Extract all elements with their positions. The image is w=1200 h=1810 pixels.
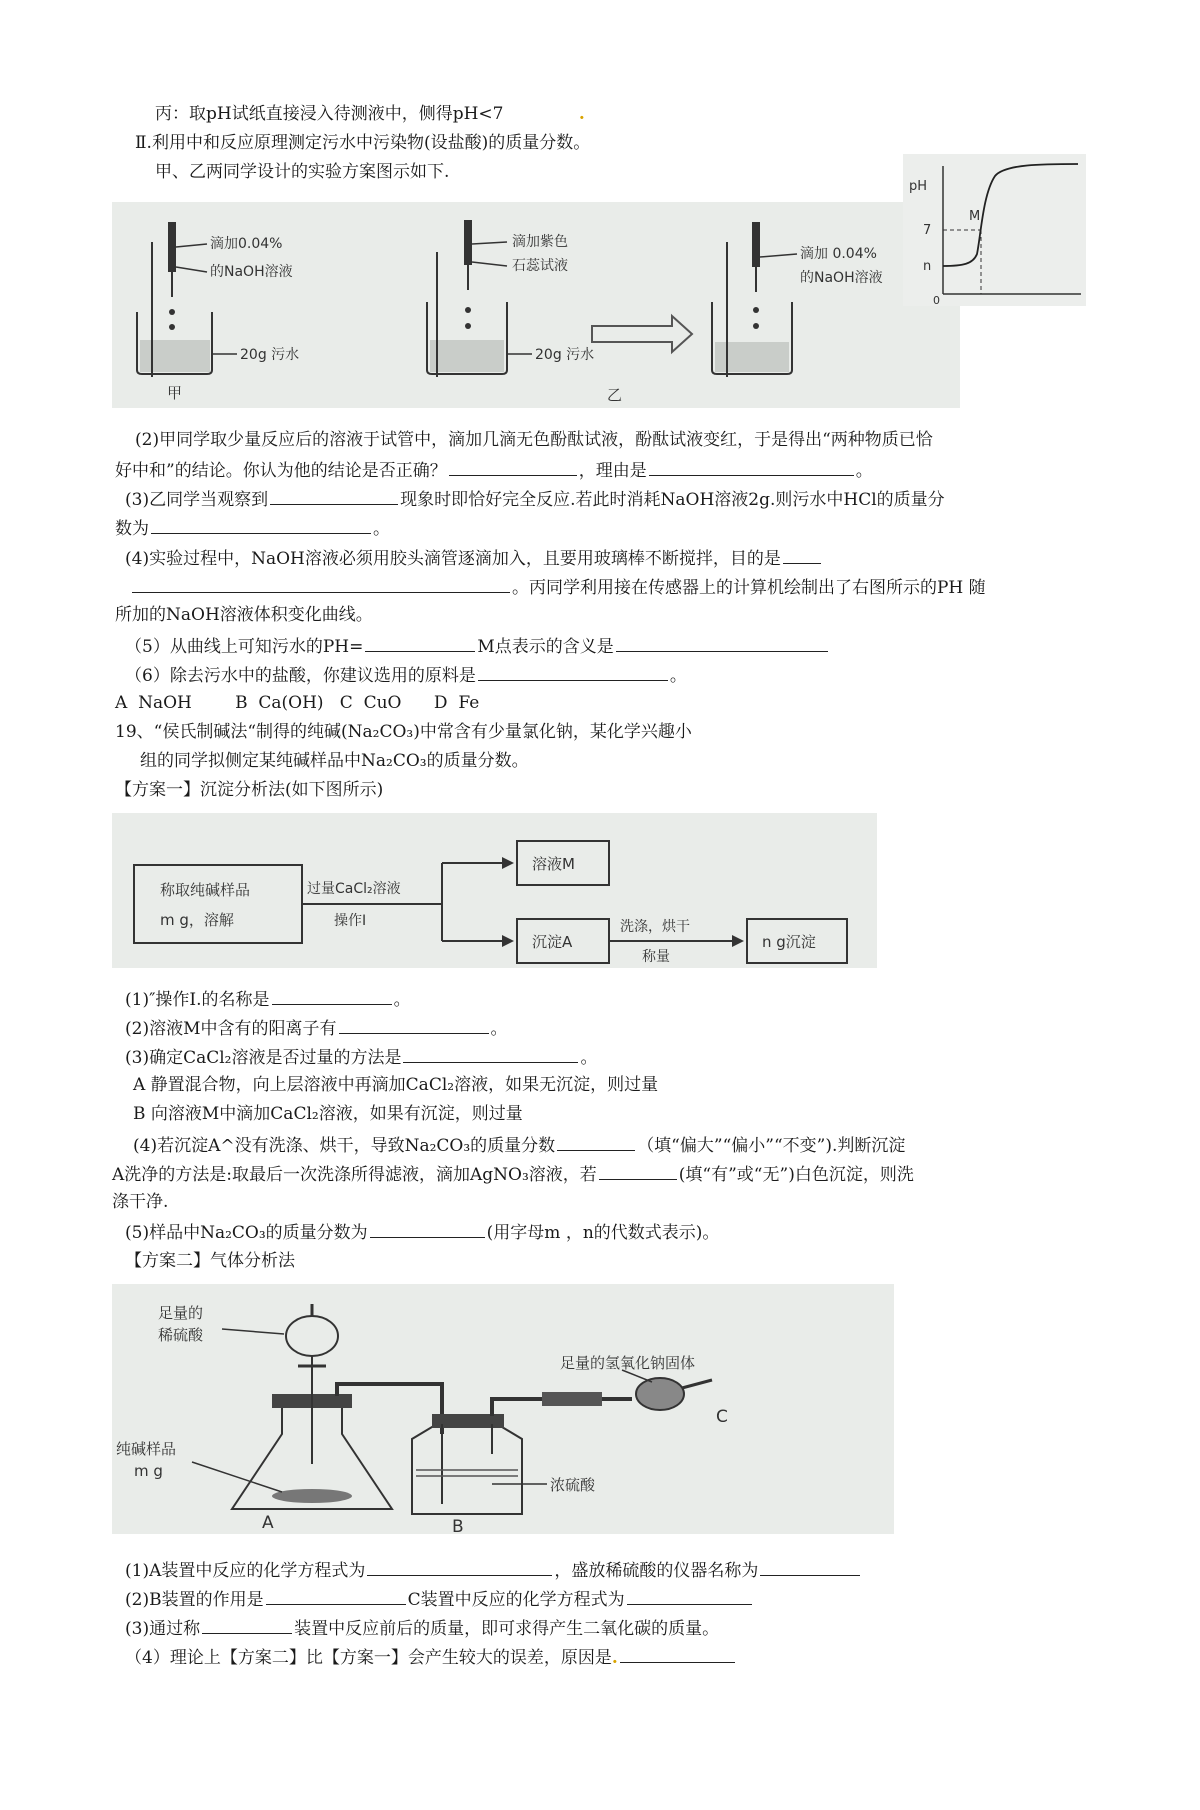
p1-q4-blank-b[interactable]	[599, 1161, 677, 1180]
flow-operation: 操作Ⅰ	[334, 913, 367, 929]
q3-line1	[125, 486, 945, 512]
p1-q5	[125, 1219, 719, 1245]
p2-q1-text-a: (1)A装置中反应的化学方程式为	[125, 1561, 366, 1581]
p1-option-b: B 向溶液M中滴加CaCl₂溶液，如果有沉淀，则过量	[133, 1104, 523, 1124]
flow-sample2: m g，溶解	[160, 911, 234, 929]
q4-line3: 所加的NaOH溶液体积变化曲线。	[115, 605, 373, 625]
jia-label1: 滴加0.04%	[210, 236, 283, 252]
q2-line1: (2)甲同学取少量反应后的溶液于试管中，滴加几滴无色酚酞试液，酚酞试液变红，于是得出“两种物质已恰	[135, 430, 933, 450]
arrow-right	[592, 316, 692, 352]
p1-q2	[125, 1015, 508, 1041]
fig2-sample1: 纯碱样品	[116, 1440, 177, 1458]
p1-q5-blank[interactable]	[370, 1219, 485, 1238]
p2-q2-text-b: C装置中反应的化学方程式为	[407, 1590, 625, 1610]
q3-text-a: (3)乙同学当观察到	[125, 490, 269, 510]
plan2-title: 【方案二】气体分析法	[125, 1251, 295, 1271]
point-m-label: M	[969, 209, 981, 224]
q5-text-b: M点表示的含义是	[477, 637, 614, 657]
beaker-third	[712, 222, 797, 377]
q6-blank-material[interactable]	[478, 662, 668, 681]
q4-blank-purpose-b[interactable]	[132, 574, 510, 593]
y-axis-label: pH	[909, 179, 928, 194]
fig2-label-b: B	[452, 1517, 464, 1534]
flask-a	[232, 1304, 392, 1509]
q5-blank-meaning[interactable]	[616, 633, 828, 652]
section2-title: Ⅱ.利用中和反应原理测定污水中污染物(设盐酸)的质量分数。	[135, 133, 591, 153]
tick-n: n	[923, 259, 932, 274]
q4-blank-purpose-a[interactable]	[783, 545, 821, 564]
q3-text-d: 。	[373, 519, 390, 539]
p1-q4-text-d: (填“有”或“无”)白色沉淀，则洗	[678, 1165, 914, 1185]
q3-blank-fraction[interactable]	[151, 515, 371, 534]
q2-text-c: 。	[855, 461, 873, 481]
p1-q1-text-b: 。	[393, 990, 411, 1010]
fig2-label-a: A	[262, 1513, 274, 1533]
p2-q3-text-b: 装置中反应前后的质量，即可求得产生二氧化碳的质量。	[294, 1619, 720, 1639]
p2-q2-blank-role[interactable]	[266, 1586, 406, 1605]
q2-text-a: 好中和”的结论。你认为他的结论是否正确？	[115, 461, 447, 481]
p1-q4-text-b: （填“偏大”“偏小”“不变”).判断沉淀	[637, 1136, 906, 1156]
third-label2: 的NaOH溶液	[800, 270, 883, 286]
p2-q3-blank[interactable]	[202, 1615, 292, 1634]
fig2-label-c: C	[716, 1407, 728, 1427]
p2-q4-text-a: （4）理论上【方案二】比【方案一】会产生较大的误差，原因是	[125, 1648, 612, 1668]
p2-q3-text-a: (3)通过称	[125, 1619, 201, 1639]
flow-reagent: 过量CaCl₂溶液	[307, 881, 401, 897]
q4-text-a: (4)实验过程中，NaOH溶液必须用胶头滴管逐滴加入，且要用玻璃棒不断搅拌，目的是	[125, 549, 781, 569]
p1-q3-text-b: 。	[580, 1048, 598, 1068]
flow-wash: 洗涤，烘干	[620, 919, 690, 935]
q6-text-a: （6）除去污水中的盐酸，你建议选用的原料是	[125, 666, 476, 686]
q19-line1: 19、“侯氏制碱法“制得的纯碱(Na₂CO₃)中常含有少量氯化钠，某化学兴趣小	[115, 722, 692, 742]
q6-line	[125, 662, 687, 688]
p2-q1-blank-equation[interactable]	[367, 1557, 552, 1576]
flow-chart-figure	[112, 813, 877, 968]
p2-q3	[125, 1615, 719, 1641]
p1-q2-blank[interactable]	[339, 1015, 489, 1034]
origin-label: 0	[933, 294, 940, 306]
q5-text-a: （5）从曲线上可知污水的PH=	[125, 637, 364, 657]
yi-water: 20g 污水	[535, 347, 595, 363]
jia-water: 20g 污水	[240, 347, 300, 363]
q2-blank-reason[interactable]	[649, 457, 854, 476]
p1-option-a: A 静置混合物，向上层溶液中再滴加CaCl₂溶液，如果无沉淀，则过量	[133, 1075, 659, 1095]
q19-line2: 组的同学拟侧定某纯碱样品中Na₂CO₃的质量分数。	[140, 751, 529, 771]
mark-dot: .	[578, 104, 585, 124]
q6-text-b: 。	[669, 666, 687, 686]
p2-q2-blank-equation[interactable]	[627, 1586, 752, 1605]
jia-name: 甲	[167, 384, 183, 402]
q3-line2	[115, 515, 390, 541]
sample-box	[134, 865, 302, 943]
flow-sample1: 称取纯碱样品	[160, 881, 251, 899]
flow-result: n g沉淀	[762, 933, 816, 951]
p1-q3-blank[interactable]	[403, 1044, 578, 1063]
q3-text-c: 数为	[115, 519, 149, 539]
p1-q4-text-c: A洗净的方法是:取最后一次洗涤所得滤液，滴加AgNO₃溶液，若	[112, 1165, 597, 1185]
line-bing	[155, 102, 585, 126]
yi-label1: 滴加紫色	[512, 234, 568, 250]
fig2-acid2: 稀硫酸	[158, 1326, 204, 1344]
q2-text-b: ，理由是	[578, 461, 647, 481]
p1-q4-line1	[133, 1132, 905, 1158]
p1-q4-line3: 涤干净.	[112, 1192, 169, 1212]
ph-curve	[943, 164, 1078, 266]
bing-text: 丙：取pH试纸直接浸入待测液中，侧得pH<7	[155, 104, 504, 124]
q4-text-b: 。丙同学利用接在传感器上的计算机绘制出了右图所示的PH 随	[512, 578, 986, 598]
p2-q1	[125, 1557, 862, 1583]
fig2-acid1: 足量的	[158, 1304, 204, 1322]
ph-curve-chart	[903, 154, 1086, 306]
drying-tube-c	[617, 1370, 712, 1410]
p1-q3	[125, 1044, 597, 1070]
p1-q5-text-a: (5)样品中Na₂CO₃的质量分数为	[125, 1223, 368, 1243]
yi-name: 乙	[607, 386, 623, 404]
mark-dot-2: .	[611, 1648, 618, 1668]
p2-q2	[125, 1586, 754, 1612]
plan1-title: 【方案一】沉淀分析法(如下图所示)	[115, 780, 384, 800]
q5-blank-ph[interactable]	[365, 633, 475, 652]
fig2-naoh: 足量的氢氧化钠固体	[560, 1354, 696, 1372]
p2-q4	[125, 1644, 737, 1670]
q3-text-b: 现象时即恰好完全反应.若此时消耗NaOH溶液2g.则污水中HCl的质量分	[400, 490, 945, 510]
q3-blank-phenomenon[interactable]	[270, 486, 398, 505]
q2-line2	[115, 457, 873, 483]
flow-solution: 溶液M	[532, 855, 575, 873]
gas-apparatus-figure	[112, 1284, 894, 1534]
q5-line	[125, 633, 830, 659]
p1-q2-text-a: (2)溶液M中含有的阳离子有	[125, 1019, 337, 1039]
p1-q4-text-a: (4)若沉淀A^没有洗涤、烘干，导致Na₂CO₃的质量分数	[133, 1136, 556, 1156]
p2-q4-blank[interactable]	[620, 1644, 735, 1663]
p2-q1-blank-instrument[interactable]	[760, 1557, 860, 1576]
experiment-figure	[112, 202, 960, 408]
fig2-sample2: m g	[134, 1462, 163, 1480]
fig2-conc-acid: 浓硫酸	[550, 1476, 596, 1494]
q4-line2	[130, 574, 986, 600]
q2-blank-correct[interactable]	[449, 457, 577, 476]
p1-q2-text-b: 。	[490, 1019, 508, 1039]
p1-q3-text-a: (3)确定CaCl₂溶液是否过量的方法是	[125, 1048, 402, 1068]
q6-options: A NaOH B Ca(OH) C CuO D Fe	[115, 693, 480, 713]
p2-q1-text-b: ，盛放稀硫酸的仪器名称为	[554, 1561, 759, 1581]
flow-weigh: 称量	[642, 949, 670, 965]
p1-q5-text-b: (用字母m ，n的代数式表示)。	[486, 1223, 720, 1243]
p1-q4-blank-a[interactable]	[557, 1132, 635, 1151]
p1-q1-text-a: (1)″操作I.的名称是	[125, 990, 270, 1010]
p2-q2-text-a: (2)B装置的作用是	[125, 1590, 264, 1610]
yi-label2: 石蕊试液	[512, 258, 568, 274]
p1-q1-blank[interactable]	[272, 986, 392, 1005]
jia-label2: 的NaOH溶液	[210, 264, 293, 280]
q4-line1	[125, 545, 823, 571]
flow-precipitate: 沉淀A	[532, 933, 573, 951]
third-label1: 滴加 0.04%	[800, 246, 877, 262]
p1-q4-line2	[112, 1161, 914, 1187]
bottle-b	[412, 1414, 522, 1514]
p1-q1	[125, 986, 411, 1012]
tick-7: 7	[923, 223, 932, 238]
intro-line: 甲、乙两同学设计的实验方案图示如下.	[155, 162, 450, 182]
